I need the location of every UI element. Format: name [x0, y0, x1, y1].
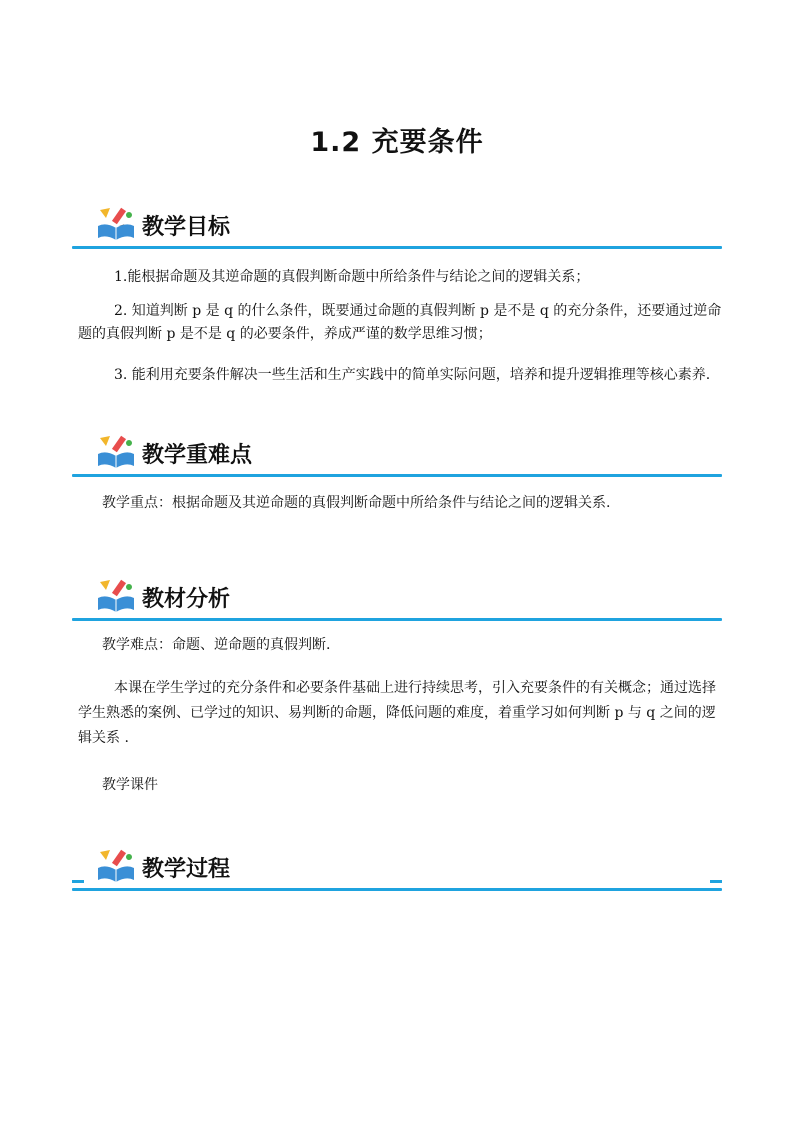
section-divider-dash	[72, 880, 84, 883]
pencil-book-icon	[96, 434, 136, 470]
section-divider	[72, 246, 722, 249]
resource-text: 教学课件	[102, 777, 158, 793]
goal-item-1: 1.能根据命题及其逆命题的真假判断命题中所给条件与结论之间的逻辑关系；	[114, 269, 590, 285]
section-heading: 教学重难点	[142, 443, 253, 468]
section-header-keypoints	[72, 428, 722, 488]
difficulty-text: 教学难点：命题、逆命题的真假判断.	[102, 637, 331, 653]
key-point-text: 教学重点：根据命题及其逆命题的真假判断命题中所给条件与结论之间的逻辑关系.	[102, 495, 611, 511]
section-heading: 教学目标	[142, 215, 231, 240]
section-divider	[72, 618, 722, 621]
section-header-goals	[72, 200, 722, 260]
section-divider	[72, 888, 722, 891]
pencil-book-icon	[96, 848, 136, 884]
section-heading: 教材分析	[142, 587, 231, 612]
section-header-analysis	[72, 572, 722, 632]
goal-item-3: 3. 能利用充要条件解决一些生活和生产实践中的简单实际问题，培养和提升逻辑推理等核心素养.	[114, 367, 711, 383]
section-divider	[72, 474, 722, 477]
page-title: 1.2 充要条件	[310, 127, 484, 158]
analysis-body: 本课在学生学过的充分条件和必要条件基础上进行持续思考，引入充要条件的有关概念；通过选择学生熟悉的案例、已学过的知识、易判断的命题，降低问题的难度，着重学习如何判断 p 与 q 之间的逻辑关系 .	[78, 680, 716, 746]
section-heading: 教学过程	[142, 857, 231, 882]
goal-item-2: 2. 知道判断 p 是 q 的什么条件，既要通过命题的真假判断 p 是不是 q 的充分条件，还要通过逆命题的真假判断 p 是不是 q 的必要条件，养成严谨的数学思维习惯；	[78, 303, 722, 342]
pencil-book-icon	[96, 578, 136, 614]
section-header-process	[72, 842, 722, 902]
pencil-book-icon	[96, 206, 136, 242]
section-divider-dash	[710, 880, 722, 883]
